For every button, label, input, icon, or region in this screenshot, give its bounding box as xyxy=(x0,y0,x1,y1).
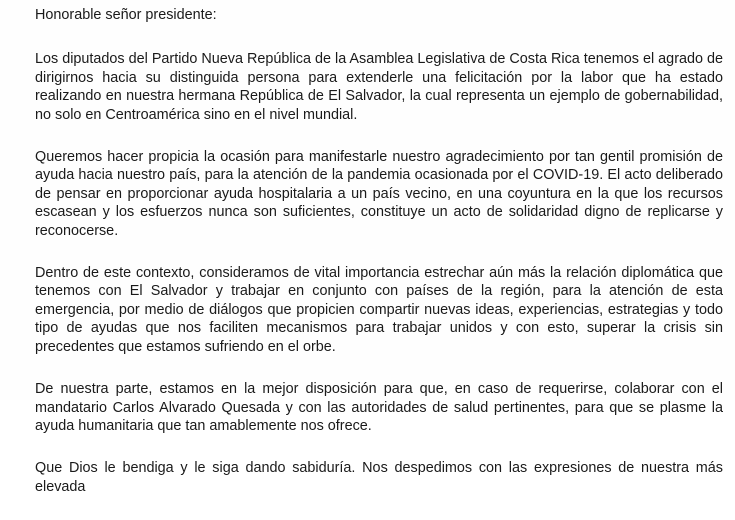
paragraph-congratulation: Los diputados del Partido Nueva República de la Asamblea Legislativa de Costa Rica tenemos el agrado de dirigirnos hacia su distinguida persona para extenderle una felicitación por la labor que ha estado realizando en nuestra hermana República de El Salvador, la cual representa un ejemplo de gobernabilidad, no solo en Centroamérica sino en el nivel mundial. xyxy=(35,51,723,123)
paragraph-gratitude: Queremos hacer propicia la ocasión para manifestarle nuestro agradecimiento por tan gentil promisión de ayuda hacia nuestro país, para la atención de la pandemia ocasionada por el COVID-19. El acto deliberado de pensar en proporcionar ayuda hospitalaria a un país vecino, en una coyuntura en la que los recursos escasean y los esfuerzos nunca son suficientes, constituye un acto de solidaridad digno de replicarse y reconocerse. xyxy=(35,149,723,239)
paragraph-closing: Que Dios le bendiga y le siga dando sabiduría. Nos despedimos con las expresiones de nuestra más elevada xyxy=(35,460,723,495)
salutation: Honorable señor presidente: xyxy=(35,7,217,23)
paragraph-cooperation: De nuestra parte, estamos en la mejor disposición para que, en caso de requerirse, colaborar con el mandatario Carlos Alvarado Quesada y con las autoridades de salud pertinentes, para que se plasme la ayuda humanitaria que tan amablemente nos ofrece. xyxy=(35,381,723,434)
paragraph-diplomatic-relations: Dentro de este contexto, consideramos de vital importancia estrechar aún más la relación diplomática que tenemos con El Salvador y trabajar en conjunto con países de la región, para la atención de esta emergencia, por medio de diálogos que propicien compartir nuevas ideas, experiencias, estrategias y todo tipo de ayudas que nos faciliten mecanismos para trabajar unidos y con esto, superar la crisis sin precedentes que estamos sufriendo en el orbe. xyxy=(35,265,723,355)
letter-body xyxy=(35,6,723,520)
